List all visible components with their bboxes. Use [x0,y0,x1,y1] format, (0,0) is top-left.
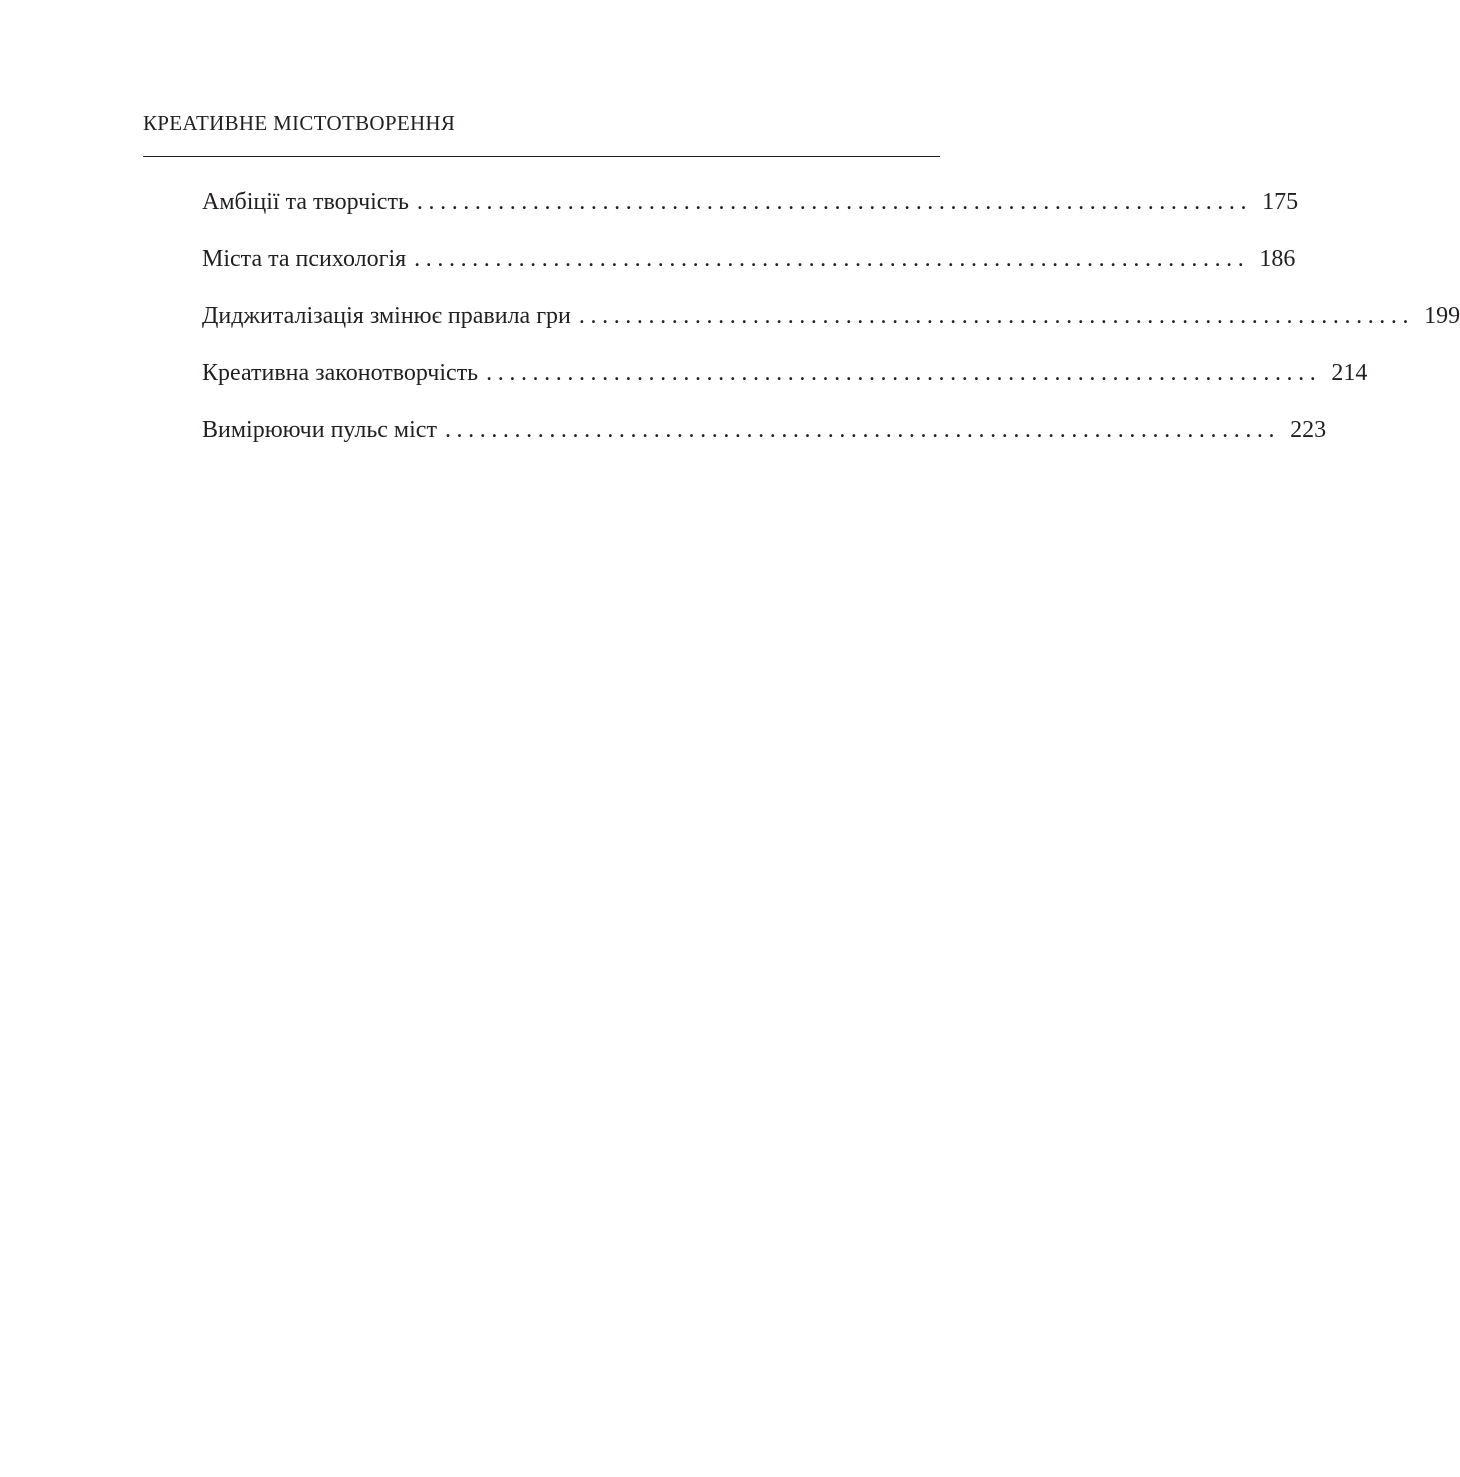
toc-entry-title: Амбіції та творчість [202,189,409,215]
toc-entry-page: 186 [1259,246,1296,272]
toc-entry[interactable] [202,413,1327,470]
dot-leader: ........................................................................ [444,417,1281,443]
toc-entry[interactable] [202,185,1299,242]
dot-leader: ........................................................................ [416,189,1253,215]
toc-entry[interactable] [202,242,1296,299]
toc-entry-page: 175 [1262,189,1299,215]
toc-entry[interactable] [202,299,1460,356]
dot-leader: ........................................................................ [414,246,1250,272]
dot-leader: ........................................................................ [578,303,1415,329]
toc-entry[interactable] [202,356,1368,413]
running-header: КРЕАТИВНЕ МІСТОТВОРЕННЯ [143,111,456,135]
toc-entry-title: Міста та психологія [202,246,407,272]
dot-leader: ........................................................................ [486,360,1322,386]
toc-entry-title: Креативна законотворчість [202,360,479,386]
table-of-contents [202,185,1460,470]
toc-entry-title: Диджиталізація змінює правила гри [202,303,571,329]
header-rule [143,156,940,157]
toc-entry-page: 199 [1424,303,1460,329]
toc-entry-page: 223 [1290,417,1327,443]
toc-entry-title: Вимірюючи пульс міст [202,417,437,443]
toc-entry-page: 214 [1331,360,1368,386]
